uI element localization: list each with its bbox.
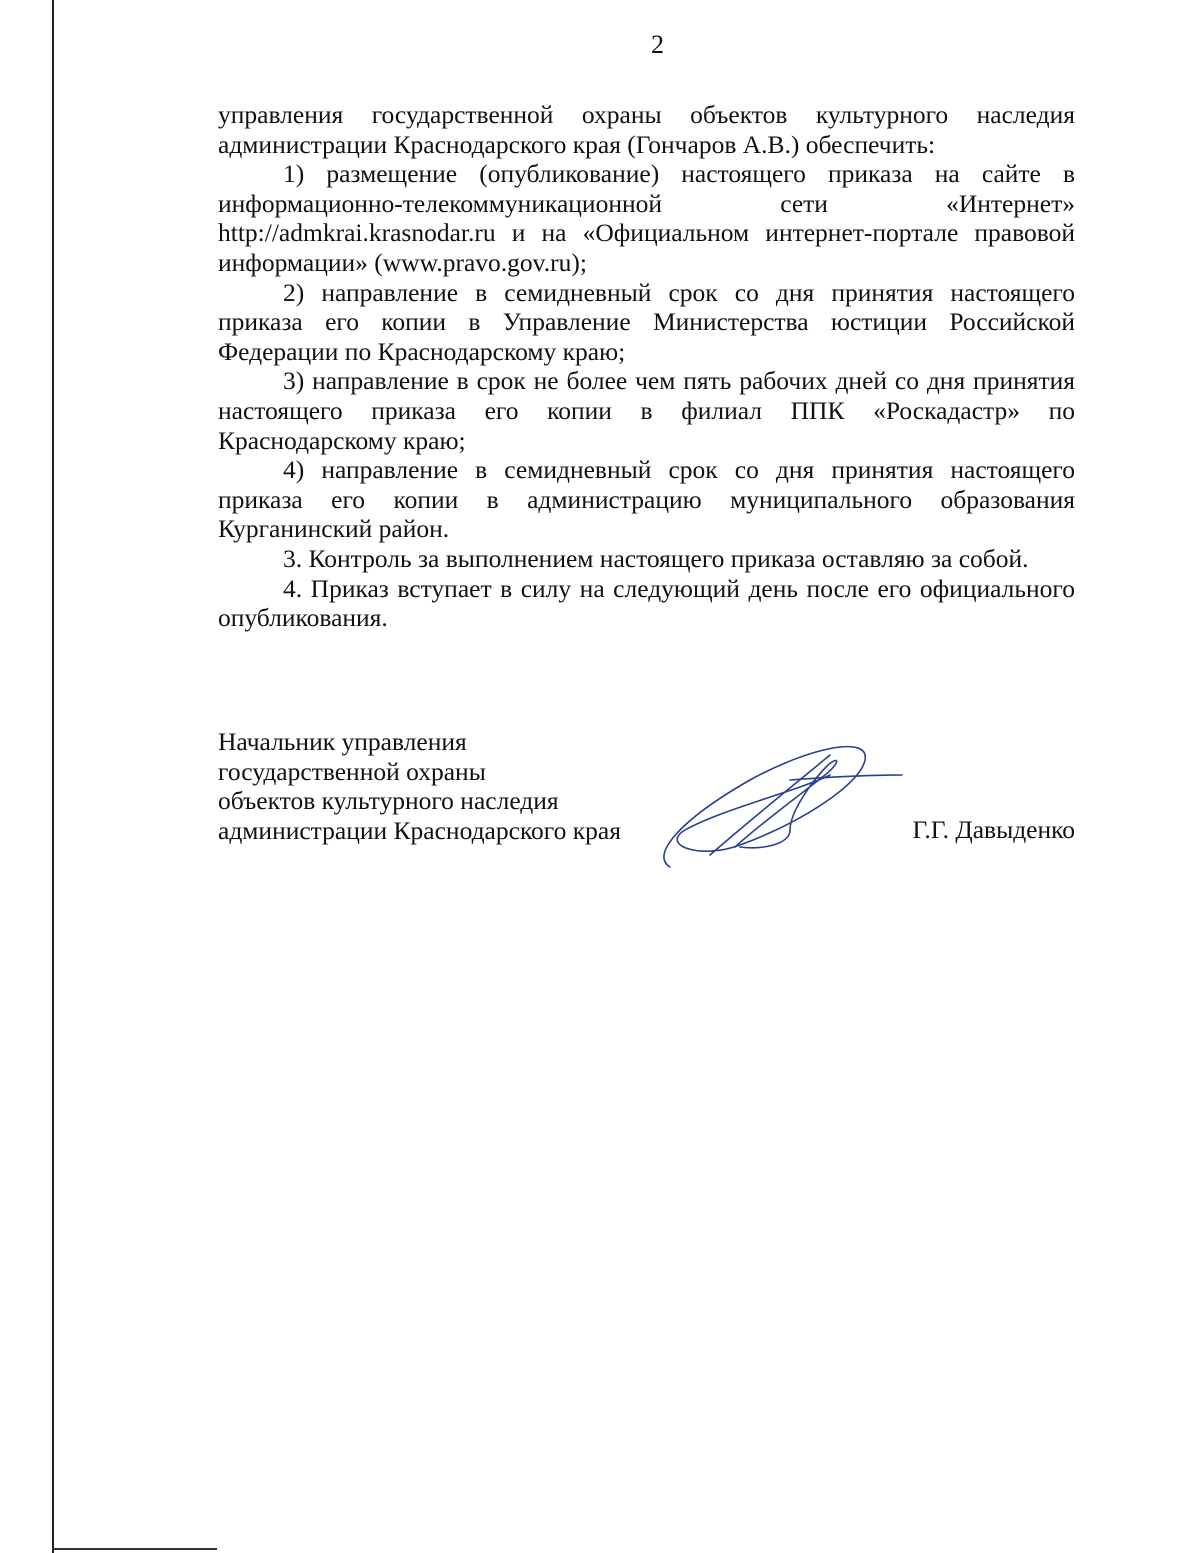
- paragraph-clause-3: 3. Контроль за выполнением настоящего приказа оставляю за собой.: [283, 543, 1029, 573]
- paragraph-item-2: 2) направление в семидневный срок со дня принятия настоящего приказа его копии в Управление Министерства юстиции Российской Федерации по Краснодарскому краю;: [218, 277, 1075, 366]
- paragraph-intro: управления государственной охраны объектов культурного наследия администрации Краснодарского края (Гончаров А.В.) обеспечить:: [218, 100, 1075, 159]
- document-body: [218, 100, 1075, 633]
- scan-left-edge-line: [52, 0, 54, 1553]
- paragraph-item-4: 4) направление в семидневный срок со дня принятия настоящего приказа его копии в администрацию муниципального образования Курганинский район.: [218, 455, 1075, 544]
- signatory-title-line: объектов культурного наследия: [218, 786, 559, 816]
- handwritten-signature: [640, 735, 915, 875]
- signatory-title-line: Начальник управления: [218, 727, 467, 756]
- page-number: 2: [651, 30, 664, 59]
- signatory-title-line: администрации Краснодарского края: [218, 815, 621, 845]
- signatory-title-line: государственной охраны: [218, 756, 486, 786]
- paragraph-item-1: 1) размещение (опубликование) настоящего приказа на сайте в информационно-телекоммуникационной сети «Интернет» http://admkrai.krasnodar.ru и на «Официальном интернет-портале правовой информации» (www.pravo.gov.ru);: [218, 159, 1075, 277]
- paragraph-clause-4: 4. Приказ вступает в силу на следующий день после его официального опубликования.: [218, 573, 1075, 633]
- paragraph-item-3: 3) направление в срок не более чем пять рабочих дней со дня принятия настоящего приказа его копии в филиал ППК «Роскадастр» по Краснодарскому краю;: [218, 366, 1075, 455]
- scan-bottom-edge-line: [52, 1548, 217, 1550]
- signer-name: Г.Г. Давыденко: [912, 815, 1075, 844]
